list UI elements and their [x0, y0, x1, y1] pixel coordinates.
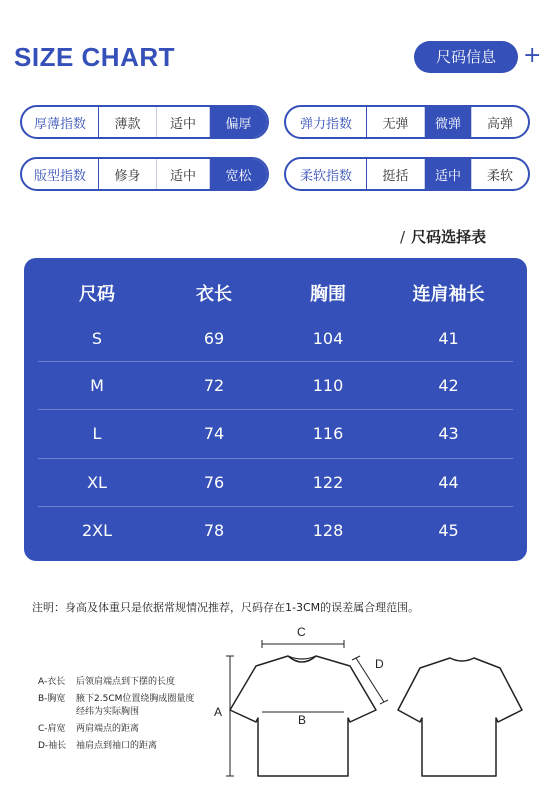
page-title: SIZE CHART: [14, 42, 175, 72]
column-header-sleeve: 连肩袖长: [412, 284, 485, 305]
elasticity-index-label: 弹力指数: [286, 107, 367, 137]
fit-option-regular: 适中: [157, 159, 210, 189]
size-table-heading: [400, 226, 486, 247]
cell-chest: 122: [312, 473, 344, 492]
sizing-note: 注明：身高及体重只是依据常规情况推荐，尺码存在1-3CM的误差属合理范围。: [32, 601, 420, 614]
elasticity-index: [284, 105, 530, 139]
legend-value: 后领肩端点到下摆的长度: [76, 677, 176, 687]
table-row: [38, 409, 513, 457]
softness-index: [284, 157, 530, 191]
tshirt-back-icon: [398, 658, 522, 776]
cell-chest: 110: [312, 376, 344, 395]
garment-diagram: [200, 618, 540, 790]
cell-chest: 104: [312, 328, 344, 348]
table-row: [38, 361, 513, 409]
size-table: [24, 258, 527, 561]
cell-sleeve: 41: [438, 328, 459, 348]
thickness-option-thin: 薄款: [99, 107, 157, 137]
fit-index-label: 版型指数: [22, 159, 99, 189]
legend-item: [38, 740, 196, 753]
legend-key: A-衣长: [38, 677, 66, 687]
cell-chest: 116: [312, 424, 344, 443]
cell-length: 69: [203, 328, 225, 348]
elasticity-option-slight: 微弹: [425, 107, 472, 137]
table-row: [38, 506, 513, 554]
legend-key: D-袖长: [38, 741, 67, 751]
cell-size: L: [92, 424, 102, 443]
softness-option-medium: 适中: [425, 159, 472, 189]
thickness-option-thick: 偏厚: [210, 107, 267, 137]
table-header-row: [38, 280, 513, 308]
cell-chest: 128: [312, 521, 344, 540]
elasticity-option-none: 无弹: [367, 107, 425, 137]
cell-length: 74: [203, 424, 225, 443]
column-header-chest: 胸围: [310, 284, 346, 305]
diagram-label-a: A: [214, 705, 223, 719]
thickness-option-medium: 适中: [157, 107, 210, 137]
softness-option-soft: 柔软: [486, 168, 513, 184]
diagram-label-c: C: [297, 625, 306, 639]
cell-length: 72: [203, 376, 225, 395]
legend-key: C-肩宽: [38, 724, 66, 734]
cell-size: M: [90, 376, 104, 395]
fit-index: [20, 157, 269, 191]
legend-item: [38, 693, 196, 719]
table-row: [38, 458, 513, 506]
legend-value: 袖肩点到袖口的距离: [76, 741, 158, 751]
cell-sleeve: 45: [438, 521, 459, 540]
size-info-badge: 尺码信息: [414, 41, 518, 73]
fit-option-loose: 宽松: [210, 159, 267, 189]
legend-value: 两肩端点的距离: [76, 724, 140, 734]
elasticity-option-high: 高弹: [486, 116, 513, 132]
diagram-label-d: D: [375, 657, 384, 671]
cell-length: 76: [203, 473, 225, 492]
softness-option-crisp: 挺括: [367, 159, 425, 189]
fit-option-slim: 修身: [99, 159, 157, 189]
softness-index-label: 柔软指数: [286, 159, 367, 189]
cell-sleeve: 42: [438, 376, 459, 395]
cell-sleeve: 43: [438, 424, 459, 443]
cell-length: 78: [203, 521, 225, 540]
heading-slash: /: [400, 228, 406, 246]
diagram-label-b: B: [298, 713, 307, 727]
table-row: [38, 314, 513, 362]
legend-item: [38, 676, 196, 689]
plus-icon: +: [523, 43, 542, 68]
cell-size: S: [91, 328, 103, 348]
legend-item: [38, 723, 196, 736]
thickness-index-label: 厚薄指数: [22, 107, 99, 137]
column-header-size: 尺码: [79, 284, 115, 305]
cell-sleeve: 44: [438, 473, 459, 492]
legend-key: B-胸宽: [38, 694, 66, 704]
size-table-heading-text: 尺码选择表: [411, 228, 487, 246]
legend-value: 腋下2.5CM位置绕胸成圈量度经纬为实际胸围: [76, 694, 195, 717]
measurement-legend: [38, 676, 196, 757]
column-header-length: 衣长: [196, 284, 232, 305]
cell-size: XL: [87, 473, 107, 492]
thickness-index: [20, 105, 269, 139]
cell-size: 2XL: [81, 521, 113, 540]
